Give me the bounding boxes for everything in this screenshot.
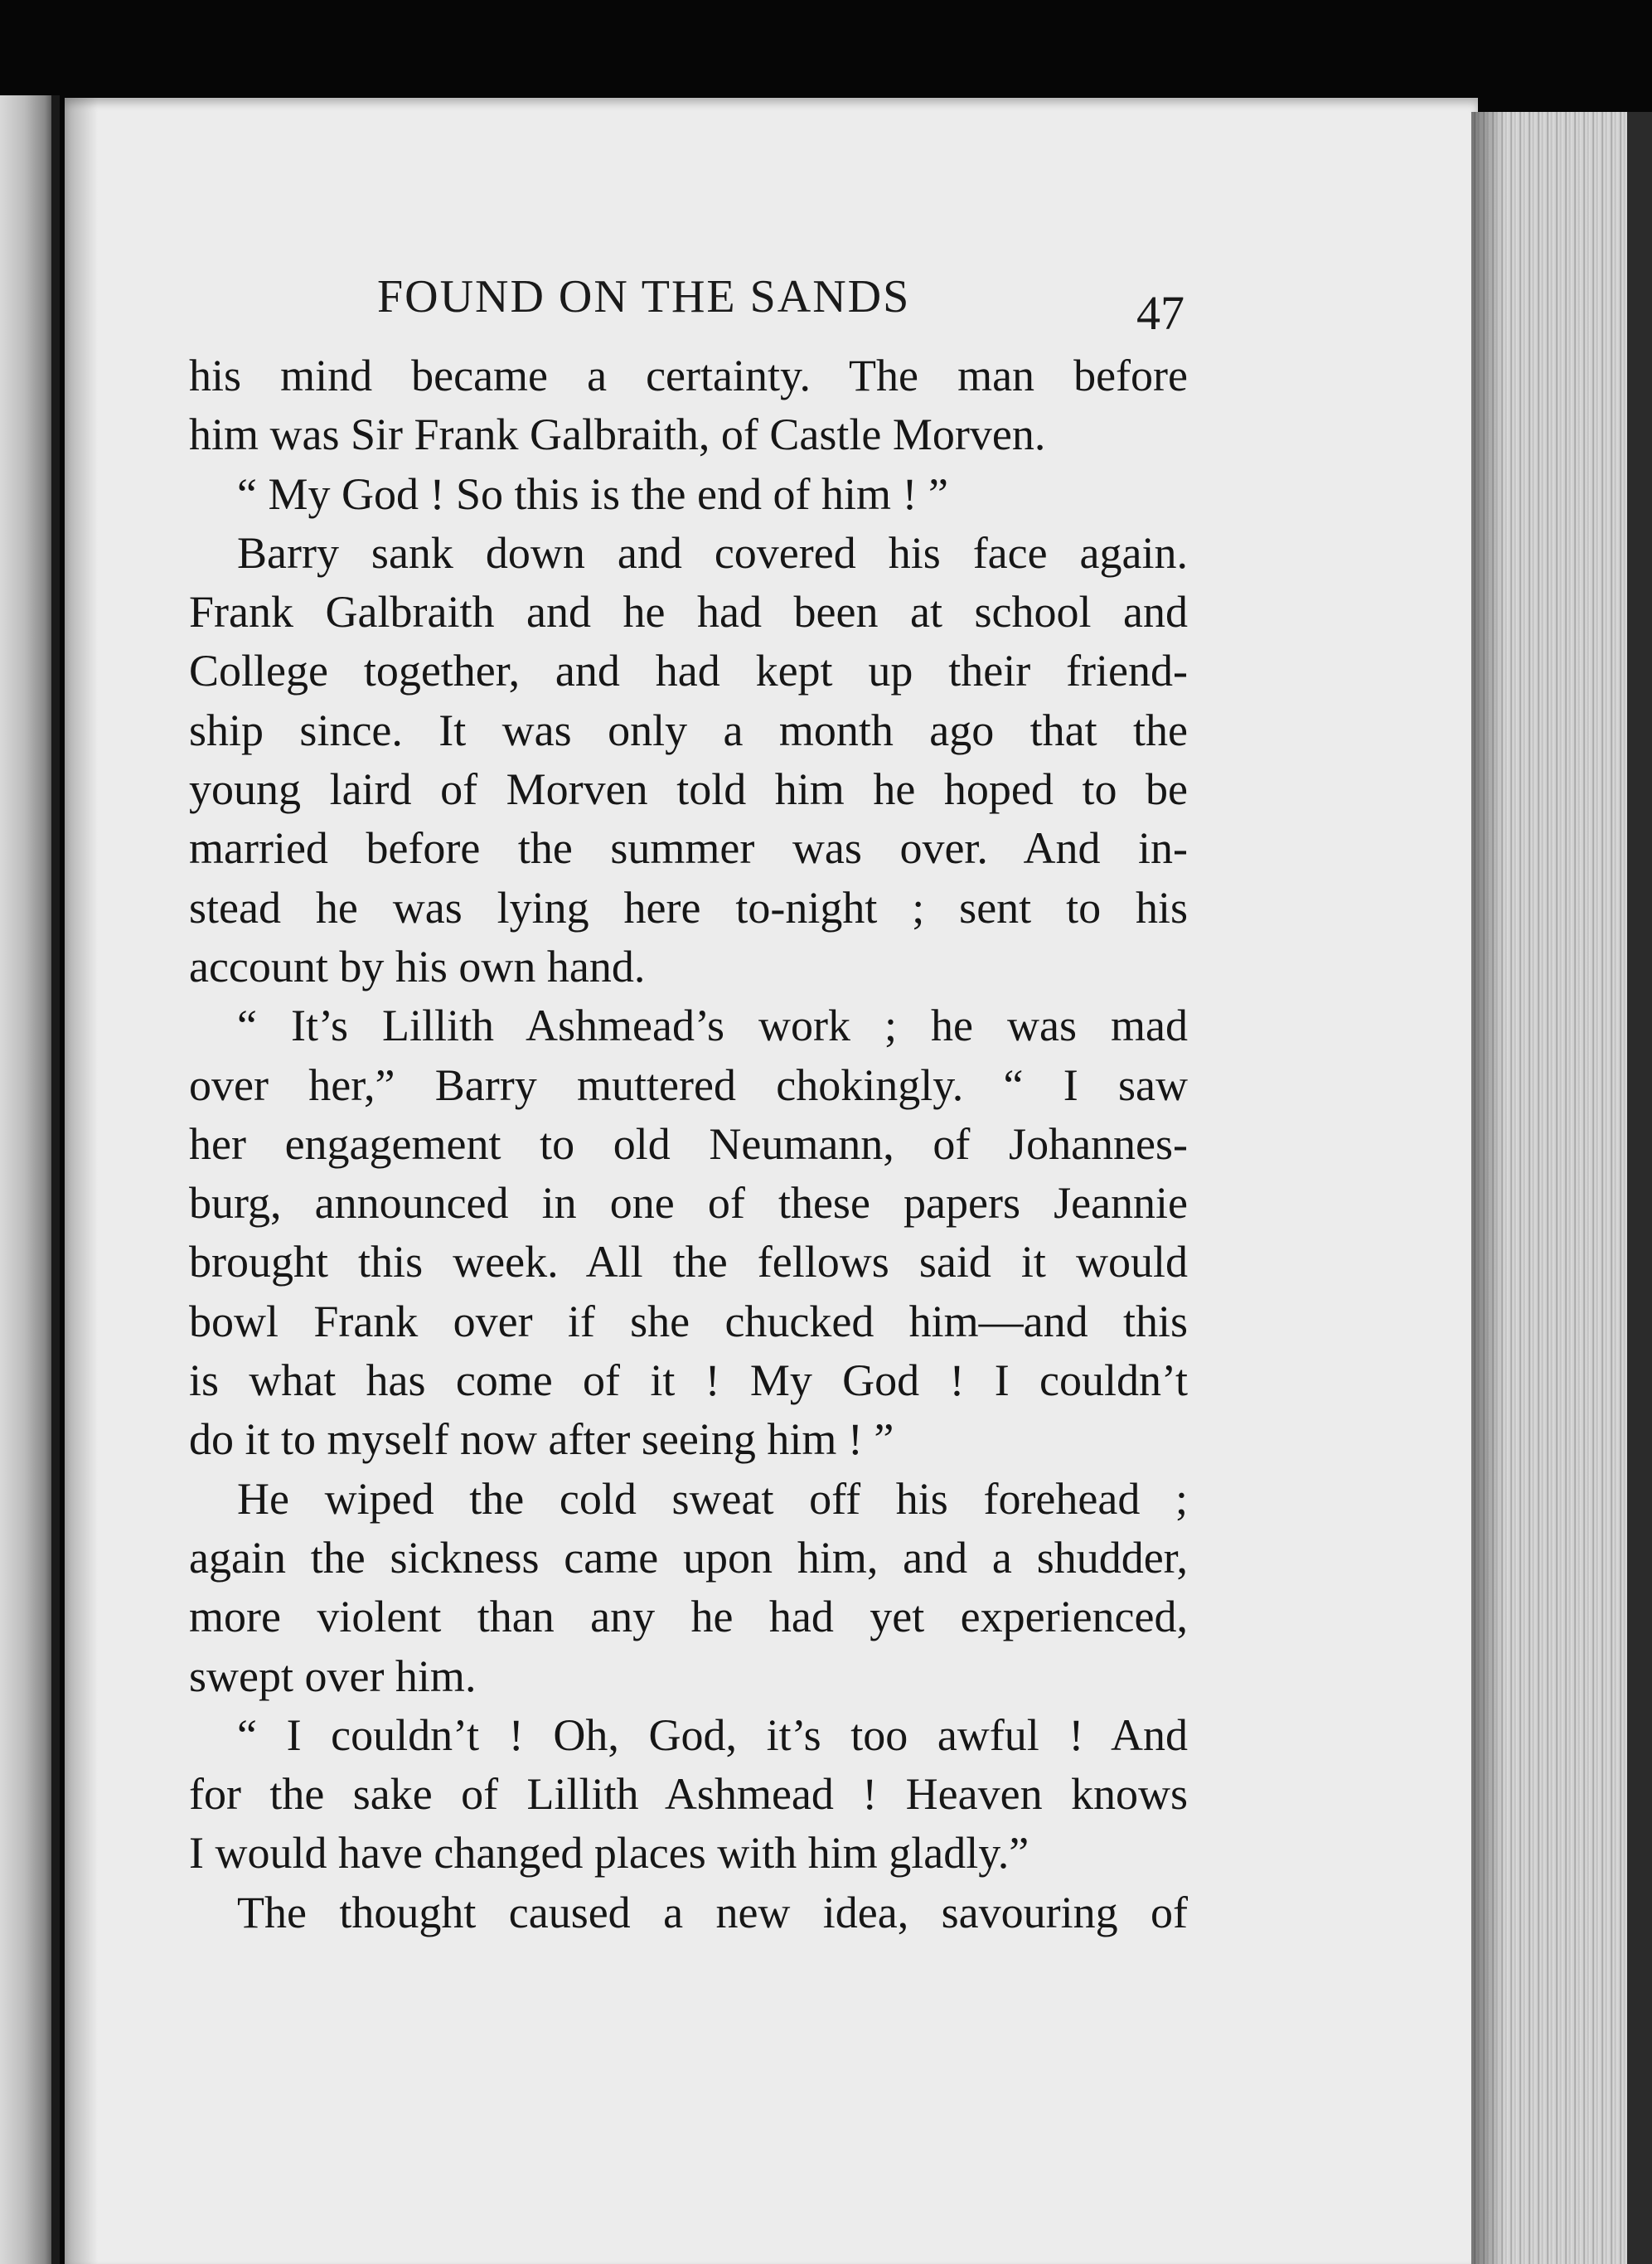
text-line: He wiped the cold sweat off his forehead ;: [237, 1473, 1188, 1524]
text-line: is what has come of it ! My God ! I couldn’t: [189, 1355, 1188, 1406]
text-line: burg, announced in one of these papers Jeannie: [189, 1178, 1188, 1229]
page-fore-edge: [1471, 112, 1652, 2264]
text-line: stead he was lying here to-night ; sent to his: [189, 882, 1188, 933]
text-line: brought this week. All the fellows said it would: [189, 1237, 1188, 1287]
text-line: ship since. It was only a month ago that the: [189, 705, 1188, 755]
text-line: more violent than any he had yet experienced,: [189, 1592, 1188, 1642]
text-line: for the sake of Lillith Ashmead ! Heaven knows: [189, 1769, 1188, 1820]
body-text: [189, 347, 1188, 1942]
text-line: “ My God ! So this is the end of him ! ”: [237, 468, 948, 519]
text-line: his mind became a certainty. The man before: [189, 351, 1188, 400]
text-line: The thought caused a new idea, savouring of: [237, 1887, 1188, 1937]
text-line: College together, and had kept up their friend-: [189, 646, 1188, 696]
text-line: young laird of Morven told him he hoped to be: [189, 764, 1188, 815]
running-head: FOUND ON THE SANDS: [377, 271, 911, 322]
gutter-shadow: [65, 98, 98, 2264]
text-line: I would have changed places with him gladly.”: [189, 1828, 1029, 1879]
previous-page-edge: [0, 95, 60, 2264]
text-line: “ I couldn’t ! Oh, God, it’s too awful ! And: [237, 1709, 1188, 1760]
text-line: married before the summer was over. And in-: [189, 823, 1188, 874]
page-number: 47: [1136, 286, 1184, 340]
text-line: him was Sir Frank Galbraith, of Castle Morven.: [189, 410, 1046, 460]
text-line: her engagement to old Neumann, of Johannes-: [189, 1118, 1188, 1169]
text-line: bowl Frank over if she chucked him—and this: [189, 1296, 1188, 1346]
text-line: account by his own hand.: [189, 941, 646, 991]
text-line: again the sickness came upon him, and a shudder,: [189, 1532, 1188, 1583]
text-line: swept over him.: [189, 1651, 477, 1701]
text-line: Barry sank down and covered his face again.: [237, 527, 1188, 578]
text-line: over her,” Barry muttered chokingly. “ I saw: [189, 1059, 1188, 1110]
text-line: Frank Galbraith and he had been at school and: [189, 587, 1188, 638]
text-line: “ It’s Lillith Ashmead’s work ; he was mad: [237, 1001, 1188, 1051]
text-line: do it to myself now after seeing him ! ”: [189, 1414, 894, 1465]
